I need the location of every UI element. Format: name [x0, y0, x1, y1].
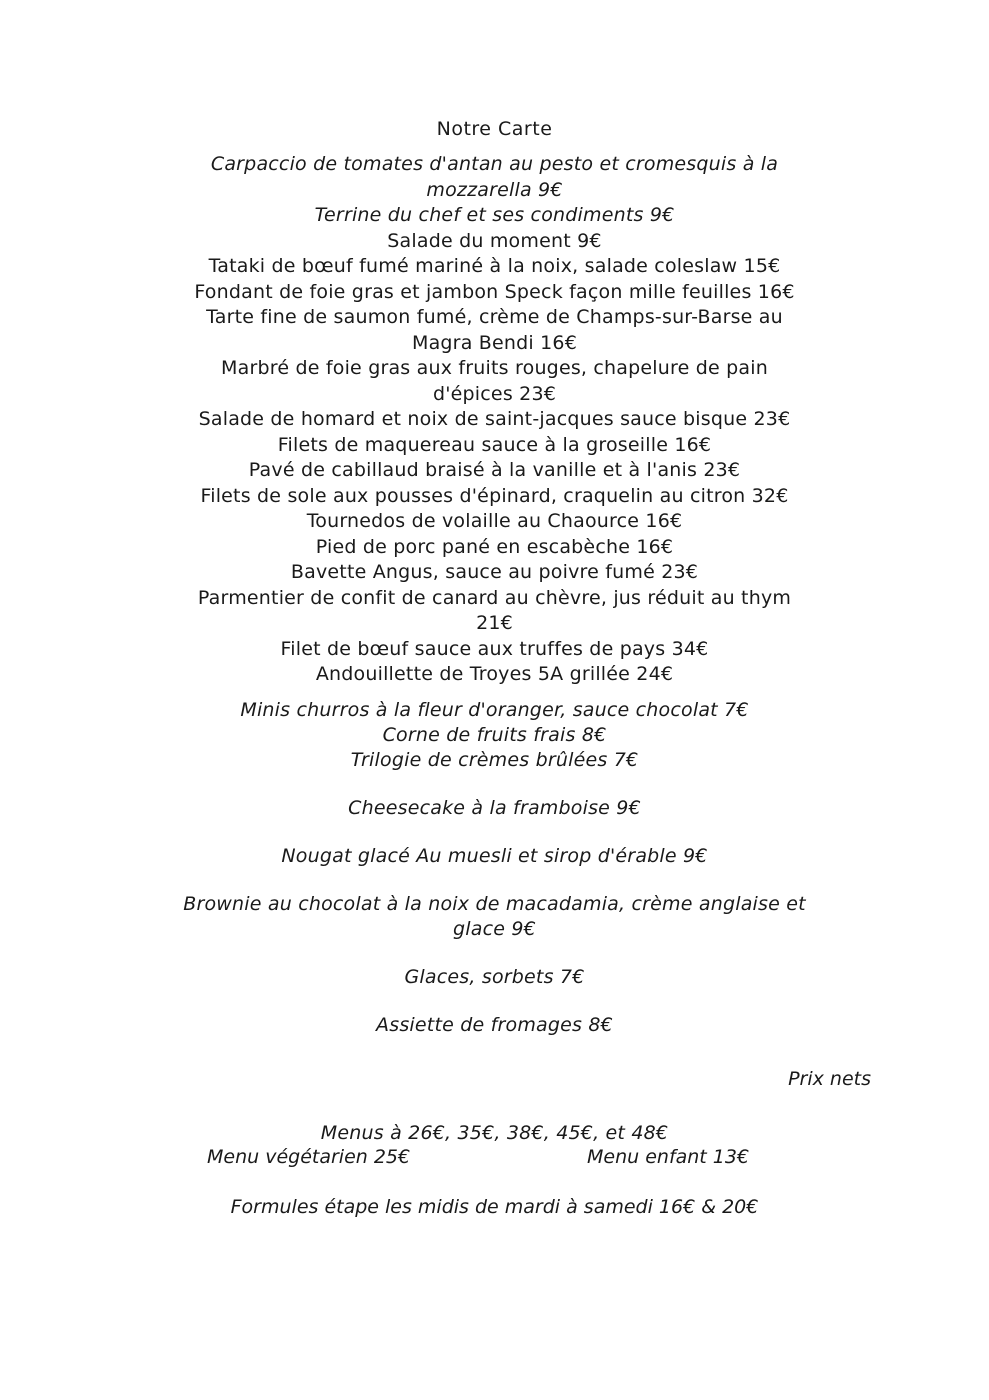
menus-block	[0, 1120, 989, 1172]
formules-line: Formules étape les midis de mardi à samedi 16€ & 20€	[230, 1196, 759, 1218]
menu-line: Terrine du chef et ses condiments 9€	[314, 204, 675, 226]
menu-line: Filets de maquereau sauce à la groseille 16€	[277, 433, 712, 456]
menu-line: Filets de sole aux pousses d'épinard, craquelin au citron 32€	[200, 484, 789, 507]
menu-line: Tournedos de volaille au Chaource 16€	[306, 510, 683, 532]
dessert-line: Corne de fruits frais 8€	[382, 724, 607, 746]
dessert-line: Glaces, sorbets 7€	[404, 966, 585, 988]
menu-line: Bavette Angus, sauce au poivre fumé 23€	[290, 561, 699, 583]
dessert-line: Assiette de fromages 8€	[376, 1014, 613, 1036]
plats-list	[0, 152, 989, 688]
menu-line: Fondant de foie gras et jambon Speck façon mille feuilles 16€	[194, 280, 795, 303]
menu-line: Marbré de foie gras aux fruits rouges, chapelure de pain	[221, 357, 768, 379]
menu-line: Pied de porc pané en escabèche 16€	[315, 535, 674, 558]
menu-line: Carpaccio de tomates d'antan au pesto et cromesquis à la	[210, 153, 779, 175]
dessert-line: glace 9€	[453, 918, 536, 940]
menus-prices: Menus à 26€, 35€, 38€, 45€, et 48€	[320, 1122, 669, 1144]
menu-line: Tataki de bœuf fumé mariné à la noix, salade coleslaw 15€	[208, 255, 781, 277]
dessert-line: Brownie au chocolat à la noix de macadamia, crème anglaise et	[183, 893, 806, 915]
menu-line: d'épices 23€	[432, 382, 557, 405]
dessert-line: Trilogie de crèmes brûlées 7€	[350, 749, 639, 771]
desserts-list	[0, 698, 989, 1038]
menu-line: Tarte fine de saumon fumé, crème de Champs-sur-Barse au	[206, 306, 783, 328]
menu-vegetarien: Menu végétarien 25€	[207, 1146, 411, 1168]
dessert-line: Cheesecake à la framboise 9€	[348, 797, 641, 819]
menu-line: Parmentier de confit de canard au chèvre, jus réduit au thym	[197, 586, 792, 609]
menu-line: Salade du moment 9€	[387, 229, 602, 252]
menu-line: Pavé de cabillaud braisé à la vanille et à l'anis 23€	[248, 459, 741, 481]
menu-enfant: Menu enfant 13€	[587, 1146, 750, 1168]
dessert-line: Nougat glacé Au muesli et sirop d'érable 9€	[281, 845, 708, 867]
menu-line: mozzarella 9€	[426, 178, 563, 201]
menu-line: Filet de bœuf sauce aux truffes de pays 34€	[280, 637, 709, 660]
menu-line: Andouillette de Troyes 5A grillée 24€	[315, 663, 674, 685]
menus-row	[0, 1146, 989, 1172]
menu-line: 21€	[476, 612, 513, 634]
menu-line: Salade de homard et noix de saint-jacques sauce bisque 23€	[198, 408, 791, 430]
prix-nets-note: Prix nets	[788, 1068, 871, 1090]
page-title: Notre Carte	[436, 118, 553, 140]
dessert-line: Minis churros à la fleur d'oranger, sauce chocolat 7€	[240, 699, 749, 721]
menu-line: Magra Bendi 16€	[411, 331, 577, 354]
